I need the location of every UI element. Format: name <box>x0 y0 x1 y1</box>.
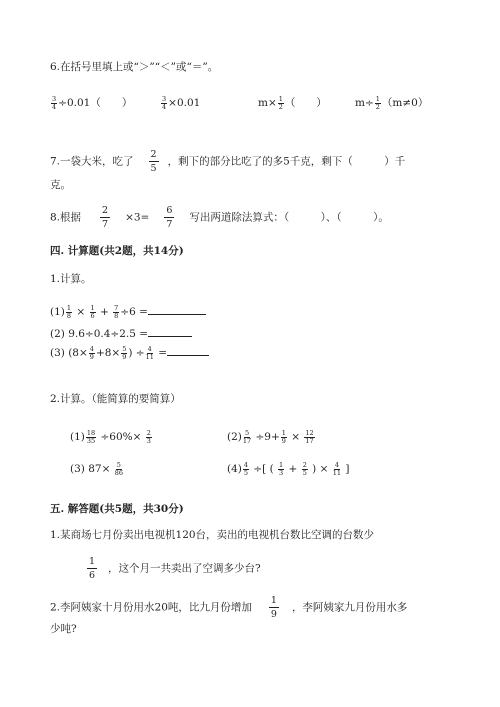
fraction: $\frac{2}{5}$ <box>150 149 157 174</box>
fraction: $\frac{4}{11}$ <box>332 461 342 477</box>
fraction: $\frac{4}{5}$ <box>243 461 249 477</box>
fraction: $\frac{2}{5}$ <box>302 461 307 477</box>
fraction: $\frac{5}{17}$ <box>242 429 252 445</box>
problem-2-line-2: 少吨? <box>50 623 77 635</box>
section-4-title: 四. 计算题(共2题，共14分) <box>50 245 184 257</box>
section-4-question-1-label: 1.计算。 <box>50 273 92 285</box>
fraction: $\frac{1}{9}$ <box>270 595 277 620</box>
fraction: $\frac{1}{9}$ <box>281 429 286 445</box>
fraction: $\frac{1}{6}$ <box>90 304 95 320</box>
fraction: $\frac{1}{8}$ <box>66 304 72 320</box>
question-6-expression-3: m× $\frac{1}{2}$ （ ） <box>258 95 327 111</box>
problem-2-line-1: 2.李阿姨家十月份用水20吨，比九月份增加 $\frac{1}{9}$ ，李阿姨家九月份用水多 <box>50 595 408 620</box>
question-8: 8.根据 $\frac{2}{7}$ ×3= $\frac{6}{7}$ 写出两道除法算式：（ ）、（ ）。 <box>50 205 389 230</box>
calc-row-2: (2) 9.6÷0.4÷2.5 = <box>50 327 192 341</box>
question-6-text: 6.在括号里填上或“＞”“＜”或“＝”。 <box>50 61 219 73</box>
calc-2-item-4: (4) $\frac{4}{5}$ ÷[ ( $\frac{1}{3}$ + $\frac{2}{5}$ ) × $\frac{4}{11}$ ] <box>227 461 350 477</box>
answer-blank[interactable] <box>148 314 206 315</box>
section-4-question-2-label: 2.计算。（能简算的要简算） <box>50 393 181 405</box>
question-6-expression-1: $\frac{3}{4}$ ÷0.01（ ） <box>52 95 133 111</box>
fraction: $\frac{18}{35}$ <box>86 429 96 445</box>
question-7-line-2: 克。 <box>50 179 71 191</box>
fraction: $\frac{3}{4}$ <box>52 95 57 111</box>
calc-2-item-1: (1) $\frac{18}{35}$ ÷60%× $\frac{2}{3}$ <box>70 429 151 445</box>
answer-blank[interactable] <box>167 355 209 356</box>
problem-1-line-1: 1.某商场七月份卖出电视机120台，卖出的电视机台数比空调的台数少 <box>50 529 375 541</box>
fraction: $\frac{4}{9}$ <box>89 345 94 361</box>
problem-1-line-2: $\frac{1}{6}$ ，这个月一共卖出了空调多少台? <box>89 556 261 581</box>
calc-row-3: (3) (8× $\frac{4}{9}$ +8× $\frac{5}{9}$ ) ÷ $\frac{4}{11}$ = <box>50 346 209 360</box>
calc-2-item-3: (3) 87× $\frac{5}{86}$ <box>70 461 123 477</box>
question-6-expression-4: m÷ $\frac{1}{2}$ （m≠0） <box>355 95 429 111</box>
calc-2-item-2: (2) $\frac{5}{17}$ ÷9+ $\frac{1}{9}$ × $\frac{12}{17}$ <box>227 429 314 445</box>
answer-blank[interactable] <box>148 336 192 337</box>
fraction: $\frac{2}{7}$ <box>102 205 109 230</box>
fraction: $\frac{12}{17}$ <box>305 429 314 445</box>
fraction: $\frac{1}{3}$ <box>279 461 284 477</box>
fraction: $\frac{7}{8}$ <box>114 304 119 320</box>
question-6-expression-2: $\frac{3}{4}$ ×0.01 <box>162 95 201 111</box>
calc-row-1: (1) $\frac{1}{8}$ × $\frac{1}{6}$ + $\frac{7}{8}$ ÷6 = <box>50 305 206 319</box>
fraction: $\frac{5}{86}$ <box>114 461 123 477</box>
fraction: $\frac{4}{11}$ <box>145 345 154 361</box>
fraction: $\frac{6}{7}$ <box>166 205 173 230</box>
fraction: $\frac{1}{2}$ <box>278 95 283 111</box>
fraction: $\frac{1}{6}$ <box>89 556 96 581</box>
fraction: $\frac{2}{3}$ <box>146 429 151 445</box>
question-7-line-1: 7.一袋大米，吃了 $\frac{2}{5}$ ，剩下的部分比吃了的多5千克，剩下（ ）千 <box>50 149 406 174</box>
fraction: $\frac{3}{4}$ <box>162 95 167 111</box>
fraction: $\frac{1}{2}$ <box>375 95 380 111</box>
fraction: $\frac{5}{9}$ <box>122 345 127 361</box>
section-5-title: 五. 解答题(共5题，共30分) <box>50 503 184 515</box>
